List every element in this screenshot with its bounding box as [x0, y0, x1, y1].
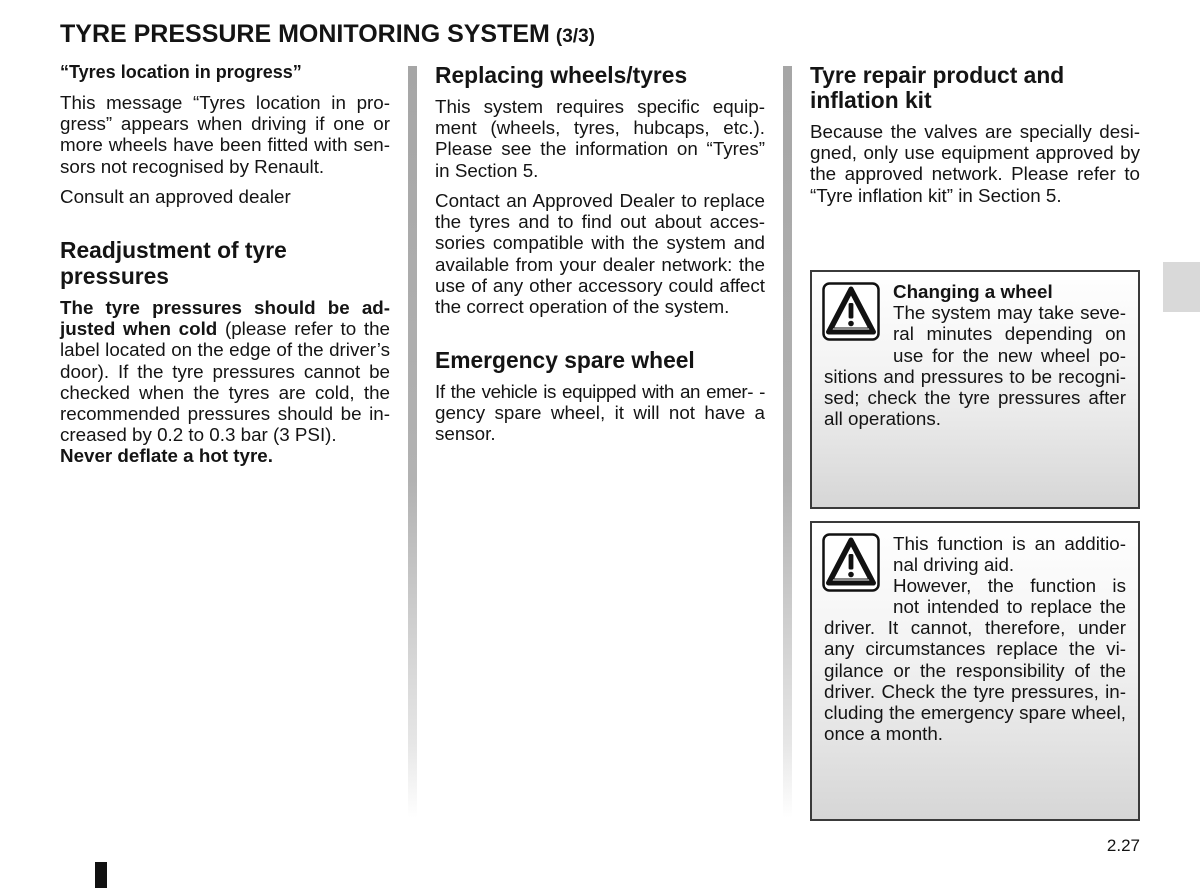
- text-line: The tyre pressures should be ad-: [60, 297, 390, 318]
- text-line: more wheels have been fitted with sen-: [60, 134, 390, 156]
- section-heading: Replacing wheels/tyres: [435, 62, 688, 88]
- text-line: label located on the edge of the driver’s: [60, 339, 390, 361]
- text-line: This message “Tyres location in pro-: [60, 92, 390, 113]
- text-line: checked when the tyres are cold, the: [60, 381, 390, 403]
- heading-line: Tyre repair product and: [810, 62, 1065, 88]
- text-line: all operations.: [824, 408, 941, 430]
- text-line: use for the new wheel po-: [893, 344, 1126, 366]
- warning-note-text: [824, 281, 1126, 429]
- text-line: the tyres and to find out about acces-: [435, 211, 765, 233]
- text-line: driver. It cannot, therefore, under: [824, 617, 1126, 639]
- section-heading: Emergency spare wheel: [435, 347, 695, 373]
- paragraph: [435, 190, 765, 317]
- page-number: 2.27: [1106, 836, 1140, 855]
- message-label: “Tyres location in progress”: [60, 62, 302, 82]
- text-line: any circumstances replace the vi-: [824, 638, 1126, 660]
- text-line: door). If the tyre pressures cannot be: [60, 360, 390, 382]
- paragraph: [435, 96, 765, 181]
- bold-text: justed when cold: [60, 318, 218, 340]
- page-title-main: TYRE PRESSURE MONITORING SYSTEM: [60, 20, 550, 48]
- text-line: Because the valves are specially desi-: [810, 121, 1140, 142]
- paragraph: [435, 381, 765, 445]
- section-tab: [1163, 262, 1200, 312]
- text-line: This system requires specific equip-: [435, 96, 765, 117]
- text-line: Please see the information on “Tyres”: [435, 138, 765, 160]
- column-divider: [408, 66, 417, 818]
- text-line: sed; check the tyre pressures after: [824, 387, 1126, 409]
- text-line: nal driving aid.: [893, 554, 1015, 576]
- text-line: gency spare wheel, it will not have a: [435, 402, 765, 424]
- text-line: sors not recognised by Renault.: [60, 155, 325, 177]
- text-line: This function is an additio-: [893, 533, 1126, 554]
- text-line: recommended pressures should be in-: [60, 403, 390, 425]
- heading-line: pressures: [60, 263, 169, 289]
- paragraph: [60, 92, 390, 177]
- text-line: gress” appears when driving if one or: [60, 113, 390, 135]
- paragraph: [60, 297, 390, 467]
- text-line: driver. Check the tyre pressures, in-: [824, 680, 1126, 702]
- text-line: sories compatible with the system and: [435, 232, 765, 254]
- section-heading: [810, 63, 1064, 113]
- text-line: Consult an approved dealer: [60, 186, 291, 207]
- text-line: cluding the emergency spare wheel,: [824, 701, 1126, 723]
- text-line: in Section 5.: [435, 159, 539, 181]
- text-span: (please refer to the: [224, 318, 390, 340]
- text-line: gilance or the responsibility of the: [824, 659, 1126, 681]
- text-line: creased by 0.2 to 0.3 bar (3 PSI).: [60, 424, 337, 446]
- text-line: Contact an Approved Dealer to replace: [435, 190, 765, 211]
- text-line: ment (wheels, tyres, hubcaps, etc.).: [435, 117, 765, 139]
- text-line: once a month.: [824, 722, 944, 744]
- paragraph: [60, 186, 390, 207]
- page-edge-marker: [95, 862, 107, 888]
- text-line: However, the function is: [893, 575, 1126, 597]
- text-line: If the vehicle is equipped with an emer- -: [435, 381, 765, 402]
- warning-text: Never deflate a hot tyre.: [60, 445, 273, 467]
- text-line: The system may take seve-: [893, 302, 1126, 324]
- heading-line: Readjustment of tyre: [60, 237, 287, 263]
- heading-line: inflation kit: [810, 87, 932, 113]
- column-divider: [783, 66, 792, 818]
- page-title-part: (3/3): [555, 26, 595, 47]
- text-line: [60, 318, 390, 339]
- text-line: available from your dealer network: the: [435, 253, 765, 275]
- text-line: “Tyre inflation kit” in Section 5.: [810, 184, 1062, 206]
- section-heading: [60, 237, 287, 289]
- text-line: ral minutes depending on: [893, 323, 1126, 345]
- text-line: the correct operation of the system.: [435, 296, 730, 318]
- text-line: use of any other accessory could affect: [435, 274, 765, 296]
- text-line: the approved network. Please refer to: [810, 163, 1140, 185]
- note-heading: Changing a wheel: [893, 281, 1053, 302]
- paragraph: [810, 121, 1140, 206]
- text-line: sensor.: [435, 423, 496, 445]
- page-title: [60, 19, 595, 52]
- text-line: sitions and pressures to be recogni-: [824, 365, 1126, 387]
- text-line: not intended to replace the: [893, 596, 1126, 618]
- text-line: gned, only use equipment approved by: [810, 142, 1140, 164]
- warning-note-text: [824, 533, 1126, 744]
